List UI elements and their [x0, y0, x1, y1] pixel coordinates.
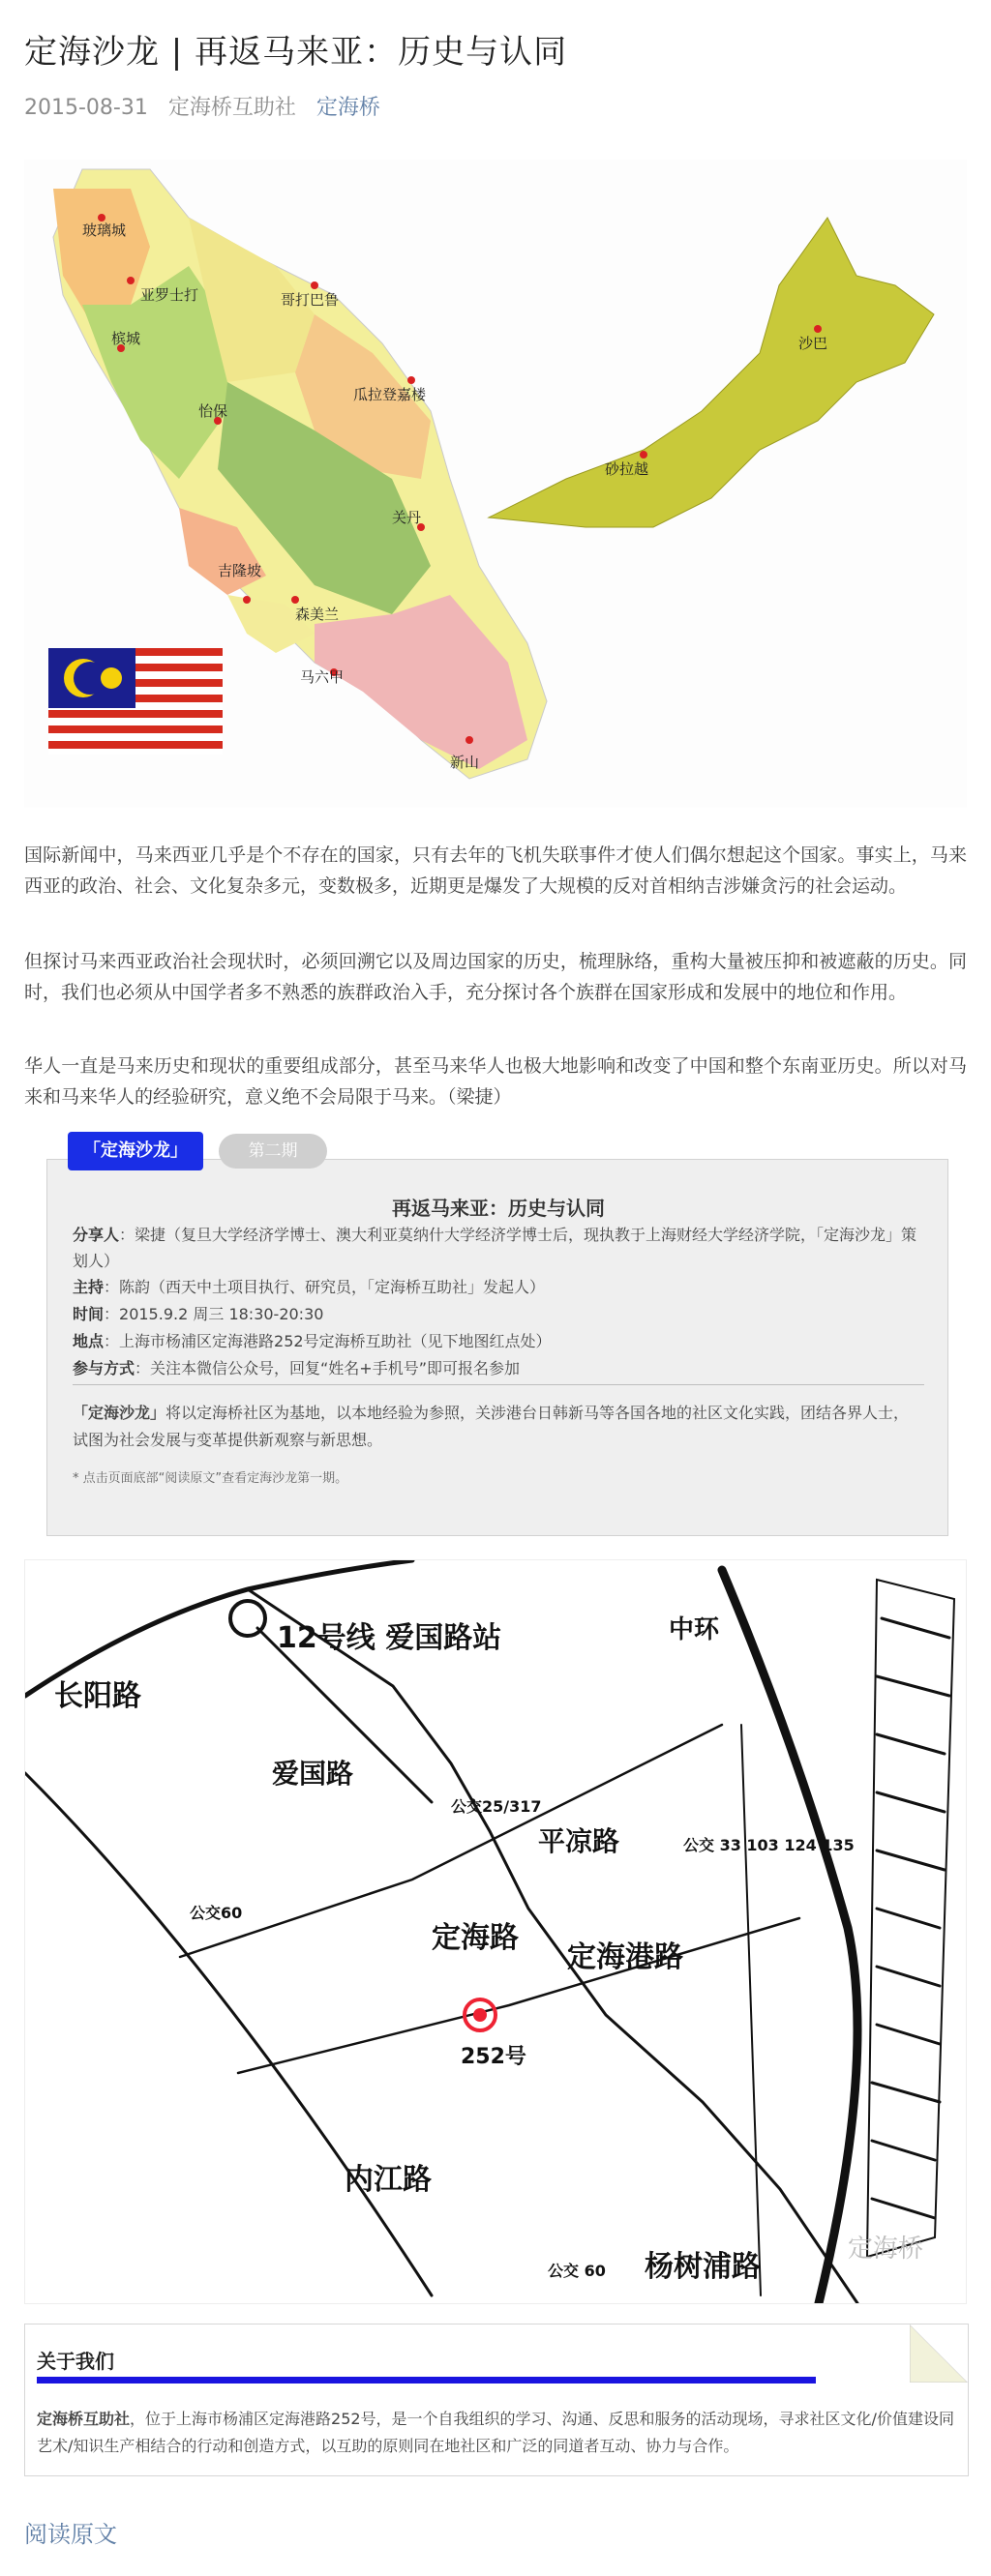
about-accent-bar [37, 2377, 816, 2384]
map-metro-label: 12号线 爱国路站 [277, 1621, 502, 1655]
hand-drawn-map-image [24, 1559, 967, 2304]
map-spot-label: 252号 [461, 2045, 526, 2069]
paragraph-2: 但探讨马来西亚政治社会现状时，必须回溯它以及周边国家的历史，梳理脉络，重构大量被压抑和被遮蔽的历史。同时，我们也必须从中国学者多不熟悉的族群政治入手，充分探讨各个族群在国家形成和发展中的地位和作用。 [24, 951, 967, 1003]
about-us-card [24, 2324, 969, 2476]
map-watermark: 定海桥 [848, 2235, 924, 2264]
map-label-pahang: 关丹 [392, 509, 422, 526]
map-label-perak: 怡保 [198, 402, 228, 420]
about-text: 定海桥互助社，位于上海市杨浦区定海港路252号，是一个自我组织的学习、沟通、反思和服务的活动现场，寻求社区文化/价值建设同艺术/知识生产相结合的行动和创造方式，以互助的原则同在地社区和广泛的同道者互动、协力与合作。 [37, 2410, 954, 2455]
malaysia-flag [48, 648, 223, 755]
salon-card [46, 1159, 948, 1536]
paragraph-1: 国际新闻中，马来西亚几乎是个不存在的国家，只有去年的飞机失联事件才使人们偶尔想起这个国家。事实上，马来西亚的政治、社会、文化复杂多元，变数极多，近期更是爆发了大规模的反对首相纳吉涉嫌贪污的社会运动。 [24, 844, 967, 897]
about-heading: 关于我们 [37, 2350, 114, 2373]
map-label-perlis: 玻璃城 [82, 222, 127, 239]
malaysia-map-image [24, 160, 967, 808]
salon-info-section [46, 1132, 948, 1486]
map-label-negeri: 森美兰 [295, 606, 340, 623]
article-date: 2015-08-31 [24, 96, 148, 120]
map-yangshupu-label: 杨树浦路 [645, 2250, 761, 2284]
map-pingliang-label: 平凉路 [538, 1825, 620, 1857]
salon-join: 参与方式：关注本微信公众号，回复“姓名+手机号”即可报名参加 [73, 1359, 521, 1377]
map-label-selangor: 吉隆坡 [218, 562, 262, 579]
map-ring-label: 中环 [669, 1615, 720, 1644]
salon-host: 主持：陈韵（西天中土项目执行、研究员，「定海桥互助社」发起人） [73, 1278, 546, 1296]
map-dinghai-label: 定海路 [432, 1921, 519, 1955]
account-link[interactable]: 定海桥 [315, 96, 380, 120]
map-neijiang-label: 内江路 [345, 2163, 432, 2197]
article-title: 定海沙龙 | 再返马来亚：历史与认同 [24, 33, 568, 72]
map-label-johor: 新山 [450, 754, 480, 771]
malaysia-map-svg [24, 160, 967, 808]
salon-card-title: 再返马来亚：历史与认同 [392, 1197, 605, 1220]
map-bus-1: 公交25/317 [451, 1797, 542, 1816]
salon-sharer: 分享人：梁捷（复旦大学经济学博士、澳大利亚莫纳什大学经济学博士后，现执教于上海财经大学经济学院，「定海沙龙」策划人） [73, 1226, 917, 1270]
map-label-sarawak: 砂拉越 [605, 460, 649, 478]
tab-dinghai-salon: 「定海沙龙」 [68, 1132, 203, 1170]
page-fold-icon [910, 2324, 968, 2383]
map-aiguo-label: 爱国路 [272, 1758, 354, 1790]
paragraph-3: 华人一直是马来历史和现状的重要组成部分，甚至马来华人也极大地影响和改变了中国和整个东南亚历史。所以对马来和马来华人的经验研究，意义绝不会局限于马来。（梁捷） [24, 1055, 967, 1108]
salon-time: 时间：2015.9.2 周三 18:30-20:30 [73, 1305, 324, 1323]
map-label-terengganu: 瓜拉登嘉楼 [353, 386, 427, 403]
salon-divider [73, 1384, 924, 1385]
salon-tabs [46, 1132, 948, 1176]
map-bus-4: 公交 60 [548, 2262, 606, 2280]
map-bus-2: 公交60 [190, 1904, 243, 1922]
map-dinghaigang-label: 定海港路 [567, 1940, 683, 1974]
hand-drawn-map-svg [25, 1560, 966, 2303]
map-label-sabah: 沙巴 [798, 335, 828, 352]
map-changyang-label: 长阳路 [54, 1679, 141, 1713]
map-label-melaka: 马六甲 [300, 668, 345, 686]
salon-place: 地点：上海市杨浦区定海港路252号定海桥互助社（见下地图红点处） [73, 1332, 552, 1350]
read-original-link[interactable]: 阅读原文 [24, 2521, 117, 2548]
tab-second-issue: 第二期 [219, 1134, 327, 1169]
map-label-kedah: 亚罗士打 [140, 286, 199, 304]
article-author: 定海桥互助社 [167, 96, 296, 120]
map-label-penang: 槟城 [111, 330, 141, 347]
map-label-kelantan: 哥打巴鲁 [281, 291, 340, 309]
salon-description: 「定海沙龙」将以定海桥社区为基地，以本地经验为参照，关涉港台日韩新马等各国各地的社区文化实践，团结各界人士，试图为社会发展与变革提供新观察与新思想。 [73, 1404, 910, 1449]
article-meta [24, 91, 394, 121]
map-bus-3: 公交 33 103 124 135 [683, 1836, 855, 1854]
salon-note: * 点击页面底部“阅读原文”查看定海沙龙第一期。 [73, 1471, 348, 1486]
